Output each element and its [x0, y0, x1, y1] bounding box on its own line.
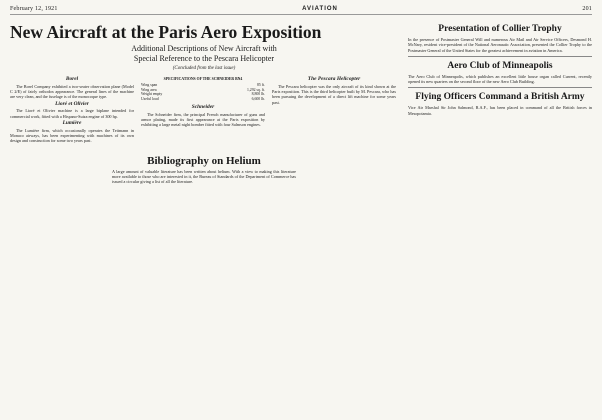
issue-date: February 12, 1921 — [10, 6, 58, 12]
section-heading-borel: Borel — [65, 76, 79, 82]
spec-row: Wing span 85 ft. — [141, 82, 265, 87]
article-column-2 — [141, 75, 265, 146]
bibliography-text: A large amount of valuable literature has been written about helium. With a view to making this literature more available to those who are interested in it, the Bureau of Standards of the Department of Commerce has issued a circular giving a list of all the literature. — [112, 168, 296, 185]
aero-club-text: The Aero Club of Minneapolis, which publishes an excellent little house organ called Current, recently opened its new quarters on the second floor of the new Aero Club Building. — [408, 73, 592, 85]
specifications-table — [141, 77, 265, 102]
section-heading-pescara: The Pescara Helicopter — [307, 76, 361, 82]
flying-officers-title: Flying Officers Command a British Army — [415, 92, 585, 103]
divider — [408, 87, 592, 88]
bibliography-title: Bibliography on Helium — [147, 154, 261, 167]
section-text-borel: The Borel Company exhibited a two-seater observation plane (Model C 2/E) of fairly orthodox appearance. The general lines of the machine are very clean, and the fuselage is of the monocoque type. — [10, 83, 134, 100]
running-head — [10, 6, 592, 15]
subtitle-line-1: Additional Descriptions of New Aircraft with — [131, 44, 277, 53]
section-text-lumiere: The Lumière firm, which occasionally operates the Teitmann in Monaco airways, has been experimenting with machines of its own design and construction for some two years past. — [10, 127, 134, 144]
continued-note: (Concluded from the last issue) — [172, 66, 236, 71]
article-subtitle — [10, 44, 398, 64]
section-heading-schneider: Schneider — [191, 103, 215, 110]
sidebar-column — [408, 20, 592, 185]
spec-row: Wing area 1,292 sq. ft. — [141, 87, 265, 92]
section-text-schneider: The Schneider firm, the principal French manufacturer of guns and armor plating, made its first appearance at the Paris exposition by exhibiting a large metal night bomber fitted with four Salmson engines. — [141, 111, 265, 128]
section-heading-liore: Lioré et Olivier — [55, 100, 89, 107]
collier-trophy-text: In the presence of Postmaster General Will and numerous Air Mail and Air Service Officers, Desmond H. McNary, resident vice-president of the National Aeronautic Association, presented the Collier Trophy to the Postmaster General of the United States for the greatest achievement in aviation in America. — [408, 37, 592, 53]
collier-trophy-title: Presentation of Collier Trophy — [438, 24, 562, 34]
aero-club-title: Aero Club of Minneapolis — [447, 60, 553, 71]
spec-row: Useful load 6,600 lb. — [141, 97, 265, 102]
specifications-title: SPECIFICATIONS OF THE SCHNEIDER BN4 — [163, 77, 243, 81]
flying-officers-text: Vice Air Marshal Sir John Salmond, R.A.F., has been placed in command of all the British forces in Mesopotamia. — [408, 105, 592, 116]
section-heading-lumiere: Lumière — [62, 120, 82, 127]
journal-name: AVIATION — [302, 6, 338, 12]
divider — [408, 56, 592, 57]
article-column-1 — [10, 75, 134, 146]
section-text-pescara: The Pescara helicopter was the only aircraft of its kind shown at the Paris exposition. This is the third helicopter built by M. Pescara, who has been pursuing the development of a direct lift machine for some years past. — [272, 83, 396, 105]
spec-row: Weight empty 8,800 lb. — [141, 92, 265, 97]
article-title: New Aircraft at the Paris Aero Exposition — [10, 22, 322, 42]
main-article — [10, 20, 398, 185]
page-number: 201 — [582, 6, 592, 12]
article-column-3 — [272, 75, 396, 146]
subtitle-line-2: Special Reference to the Pescara Helicopter — [133, 54, 275, 63]
section-text-liore: The Lioré et Olivier machine is a large biplane intended for commercial work, fitted with a Hispano-Suiza engine of 300 hp. — [10, 108, 134, 119]
